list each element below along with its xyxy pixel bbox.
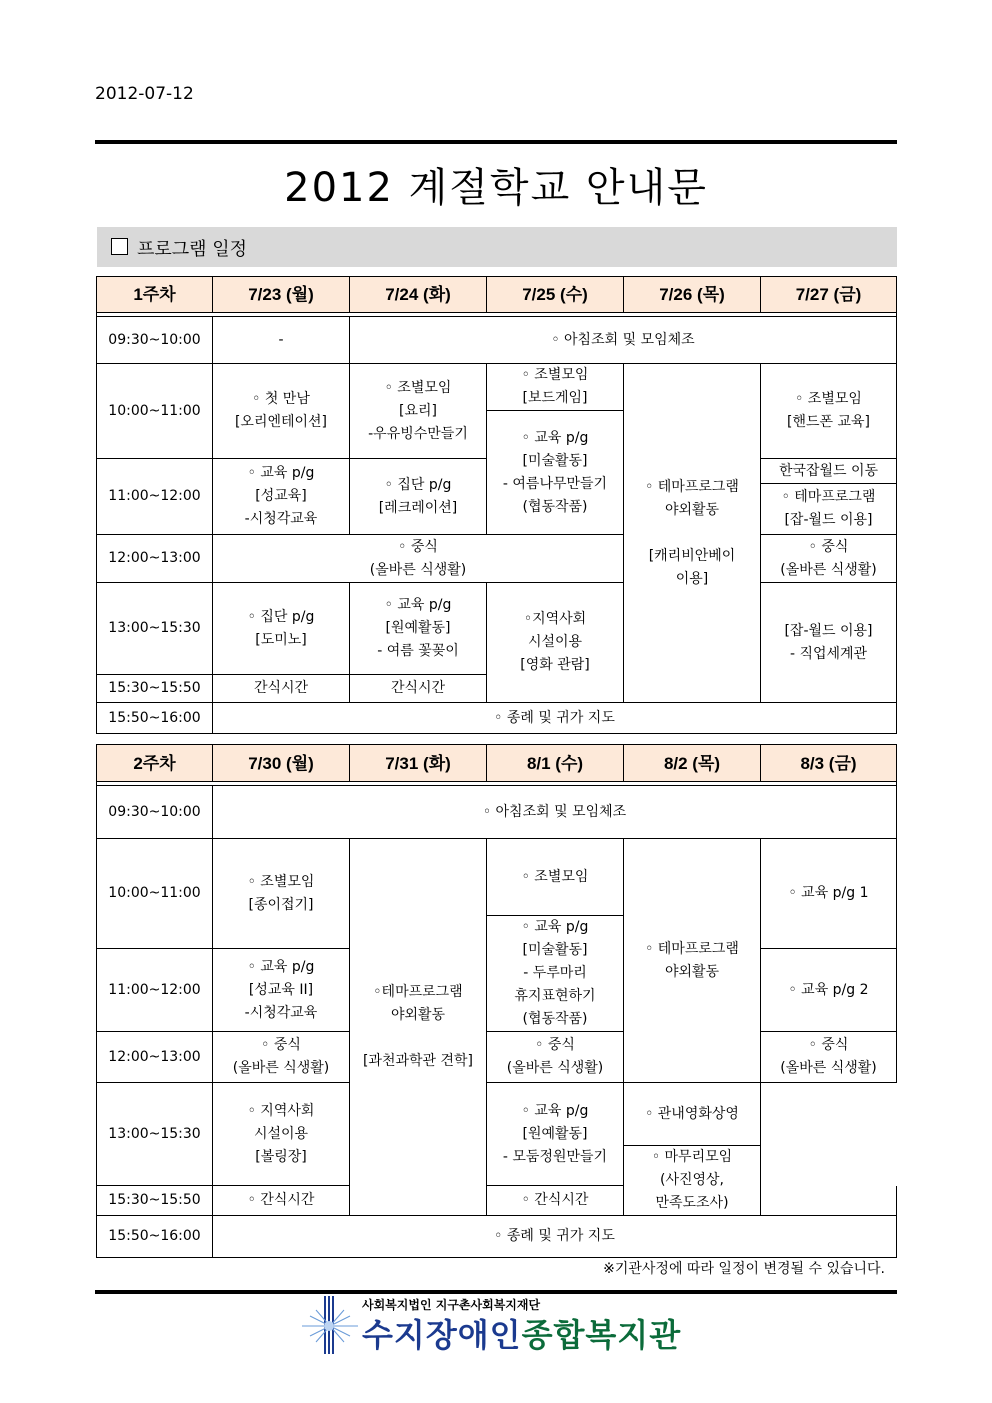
schedule-cell: ◦ 관내영화상영 <box>624 1083 761 1146</box>
schedule-cell: ◦ 아침조회 및 모임체조 <box>213 786 897 839</box>
schedule-cell: ◦ 집단 p/g [레크레이션] <box>350 459 487 535</box>
logo-mark-icon <box>300 1296 362 1360</box>
schedule-cell: ◦ 중식 (올바른 식생활) <box>761 535 897 583</box>
schedule-cell: ◦ 집단 p/g [도미노] <box>213 583 350 675</box>
time-slot: 10:00~11:00 <box>97 364 213 459</box>
section-label: 프로그램 일정 <box>137 239 248 260</box>
week2-header-day: 8/2 (목) <box>624 745 761 782</box>
schedule-cell: ◦ 지역사회 시설이용 [볼링장] <box>213 1083 350 1186</box>
schedule-cell: ◦ 조별모임 [요리] -우유빙수만들기 <box>350 364 487 459</box>
schedule-cell: 한국잡월드 이동 <box>761 459 897 484</box>
schedule-cell: ◦ 조별모임 <box>487 839 624 916</box>
schedule-cell: ◦테마프로그램 야외활동 [과천과학관 견학] <box>350 839 487 1216</box>
schedule-cell: ◦ 테마프로그램 [잡-월드 이용] <box>761 484 897 535</box>
checkbox-square-icon <box>111 238 128 255</box>
logo-subtitle: 사회복지법인 지구촌사회복지재단 <box>362 1298 541 1312</box>
bottom-divider <box>95 1290 897 1294</box>
time-slot: 15:50~16:00 <box>97 1216 213 1258</box>
schedule-cell: ◦ 간식시간 <box>487 1186 624 1216</box>
time-slot: 11:00~12:00 <box>97 949 213 1032</box>
schedule-cell: ◦ 조별모임 [보드게임] <box>487 364 624 411</box>
schedule-cell: ◦ 교육 p/g [원예활동] - 여름 꽃꽂이 <box>350 583 487 675</box>
week1-header-day: 7/25 (수) <box>487 277 624 313</box>
schedule-cell-empty <box>761 1186 897 1216</box>
time-slot: 12:00~13:00 <box>97 1032 213 1083</box>
schedule-cell: ◦ 교육 p/g 1 <box>761 839 897 949</box>
schedule-cell: ◦ 마무리모임 (사진영상, 만족도조사) <box>624 1146 761 1216</box>
week1-header-day: 7/24 (화) <box>350 277 487 313</box>
week2-header-day: 8/3 (금) <box>761 745 897 782</box>
schedule-cell: ◦ 중식 (올바른 식생활) <box>213 1032 350 1083</box>
schedule-cell: ◦ 테마프로그램 야외활동 [캐리비안베이 이용] <box>624 364 761 703</box>
page-title: 2012 계절학교 안내문 <box>284 165 708 211</box>
schedule-cell: 간식시간 <box>213 675 350 703</box>
week2-header-day: 7/31 (화) <box>350 745 487 782</box>
schedule-cell: ◦ 첫 만남 [오리엔테이션] <box>213 364 350 459</box>
logo-name-part1: 수지장애인 <box>362 1316 522 1354</box>
week2-schedule-table <box>96 744 897 1258</box>
week1-header-week: 1주차 <box>97 277 213 313</box>
week2-header-day: 8/1 (수) <box>487 745 624 782</box>
schedule-cell: ◦ 중식 (올바른 식생활) <box>213 535 624 583</box>
schedule-cell: ◦ 교육 p/g [미술활동] - 여름나무만들기 (협동작품) <box>487 411 624 535</box>
schedule-cell: ◦ 간식시간 <box>213 1186 350 1216</box>
schedule-cell: ◦ 종례 및 귀가 지도 <box>213 703 897 734</box>
schedule-cell: ◦ 교육 p/g [성교육] -시청각교육 <box>213 459 350 535</box>
time-slot: 15:50~16:00 <box>97 703 213 734</box>
schedule-cell: ◦지역사회 시설이용 [영화 관람] <box>487 583 624 703</box>
time-slot: 13:00~15:30 <box>97 1083 213 1186</box>
time-slot: 10:00~11:00 <box>97 839 213 949</box>
schedule-cell: ◦ 중식 (올바른 식생활) <box>487 1032 624 1083</box>
logo-name-part2: 종합복지관 <box>521 1316 682 1354</box>
document-date: 2012-07-12 <box>95 84 194 104</box>
schedule-cell: [잡-월드 이용] - 직업세계관 <box>761 583 897 703</box>
schedule-cell: ◦ 교육 p/g [성교육 II] -시청각교육 <box>213 949 350 1032</box>
schedule-cell: - <box>213 317 350 364</box>
time-slot: 09:30~10:00 <box>97 317 213 364</box>
logo-name <box>362 1310 681 1356</box>
week1-header-day: 7/23 (월) <box>213 277 350 313</box>
top-divider <box>95 140 897 144</box>
week2-header-day: 7/30 (월) <box>213 745 350 782</box>
schedule-note: ※기관사정에 따라 일정이 변경될 수 있습니다. <box>603 1261 885 1277</box>
time-slot: 09:30~10:00 <box>97 786 213 839</box>
time-slot: 15:30~15:50 <box>97 1186 213 1216</box>
week1-header-day: 7/26 (목) <box>624 277 761 313</box>
schedule-cell: ◦ 교육 p/g [미술활동] - 두루마리 휴지표현하기 (협동작품) <box>487 916 624 1032</box>
week2-header-week: 2주차 <box>97 745 213 782</box>
schedule-cell: ◦ 중식 (올바른 식생활) <box>761 1032 897 1083</box>
week1-header-day: 7/27 (금) <box>761 277 897 313</box>
section-header <box>97 227 897 267</box>
schedule-cell: ◦ 조별모임 [핸드폰 교육] <box>761 364 897 459</box>
schedule-cell: ◦ 조별모임 [종이접기] <box>213 839 350 949</box>
schedule-cell: 간식시간 <box>350 675 487 703</box>
schedule-cell: ◦ 교육 p/g 2 <box>761 949 897 1032</box>
time-slot: 11:00~12:00 <box>97 459 213 535</box>
week1-schedule-table <box>96 276 897 734</box>
time-slot: 13:00~15:30 <box>97 583 213 675</box>
schedule-cell: ◦ 테마프로그램 야외활동 <box>624 839 761 1083</box>
schedule-cell: ◦ 종례 및 귀가 지도 <box>213 1216 897 1258</box>
time-slot: 15:30~15:50 <box>97 675 213 703</box>
schedule-cell: ◦ 아침조회 및 모임체조 <box>350 317 897 364</box>
time-slot: 12:00~13:00 <box>97 535 213 583</box>
schedule-cell: ◦ 교육 p/g [원예활동] - 모둠정원만들기 <box>487 1083 624 1186</box>
